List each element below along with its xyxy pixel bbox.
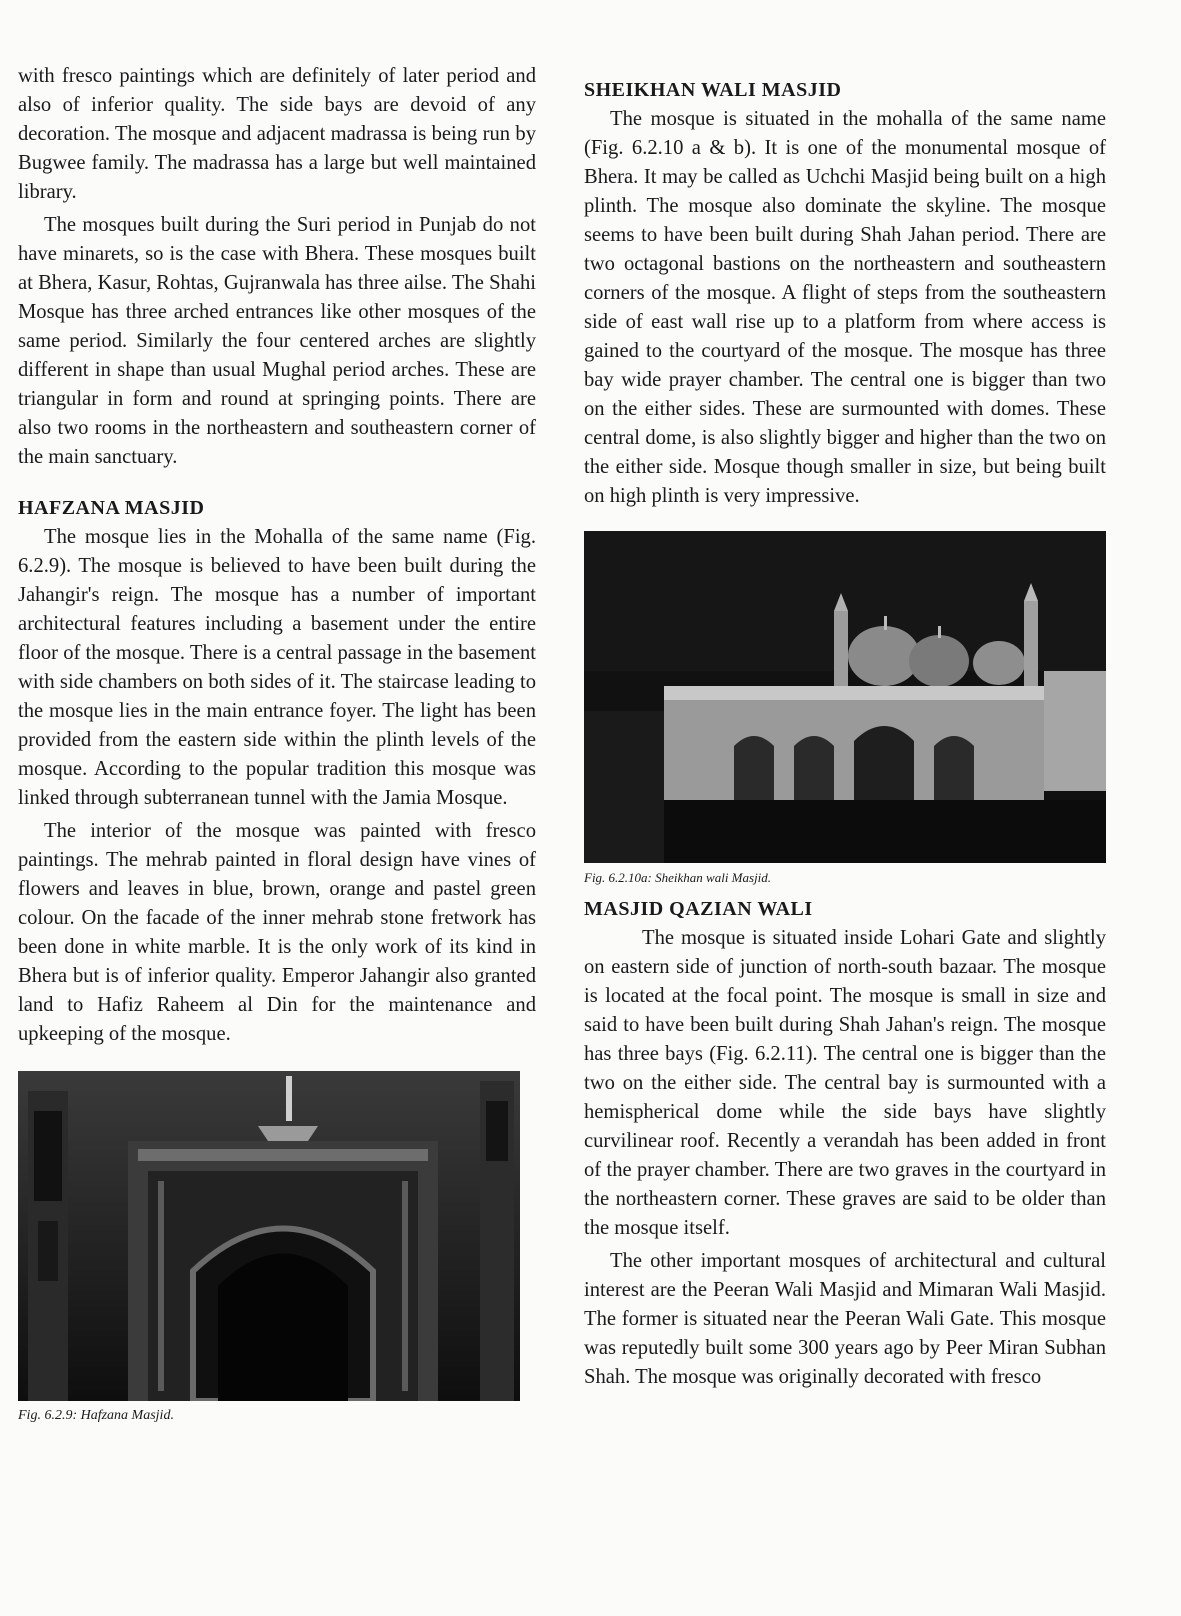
heading-sheikhan-wali-masjid: SHEIKHAN WALI MASJID [584,79,842,101]
heading-hafzana-masjid: HAFZANA MASJID [18,497,205,519]
paragraph-hafzana-interior: The interior of the mosque was painted with fresco paintings. The mehrab painted in floral design have vines of flowers and leaves in blue, brown, orange and pastel green colour. On the facade of the inner mehrab stone fretwork has been done in white marble. It is the only work of its kind in Bhera but is of inferior quality. Emperor Jahangir also granted land to Hafiz Raheem al Din for the maintenance and upkeeping of the mosque. [18,820,536,1045]
paragraph-other-mosques: The other important mosques of architectural and cultural interest are the Peeran Wali Masjid and Mimaran Wali Masjid. The former is situated near the Peeran Wali Gate. This mosque was reputedly built some 300 years ago by Peer Miran Subhan Shah. The mosque was originally decorated with fresco [584,1250,1106,1388]
paragraph-suri-period: The mosques built during the Suri period in Punjab do not have minarets, so is the case with Bhera. These mosques built at Bhera, Kasur, Rohtas, Gujranwala has three ailse. The Shahi Mosque has three arched entrances like other mosques of the same period. Similarly the four centered arches are slightly different in shape than usual Mughal period arches. These are triangular in form and round at springing points. There are also two rooms in the northeastern and southeastern corner of the main sanctuary. [18,214,536,468]
paragraph-fresco-continuation: with fresco paintings which are definitely of later period and also of inferior quality. The side bays are devoid of any decoration. The mosque and adjacent madrassa is being run by Bugwee family. The madrassa has a large but well maintained library. [18,65,536,203]
caption-figure-title: Hafzana Masjid. [80,1408,174,1423]
caption-figure-number: Fig. 6.2.9: [18,1408,78,1423]
caption-figure-title: Sheikhan wali Masjid. [655,870,772,885]
paragraph-sheikhan-description: The mosque is situated in the mohalla of the same name (Fig. 6.2.10 a & b). It is one of the monumental mosque of Bhera. It may be called as Uchchi Masjid being built on a high plinth. The mosque also dominate the skyline. The mosque seems to have been built during Shah Jahan period. There are two octagonal bastions on the northeastern and southeastern corners of the mosque. A flight of steps from the southeastern side of east wall rise up to a platform from where access is gained to the courtyard of the mosque. The mosque has three bay wide prayer chamber. The central one is bigger than two on the either sides. These are surmounted with domes. These central dome, is also slightly bigger and higher than the two on the either side. Mosque though smaller in size, but being built on high plinth is very impressive. [584,108,1106,507]
caption-figure-number: Fig. 6.2.10a: [584,870,652,885]
sheikhan-wali-masjid-image [584,531,1106,863]
hafzana-masjid-image [18,1071,520,1401]
paragraph-qazian-description: The mosque is situated inside Lohari Gate and slightly on eastern side of junction of north-south bazaar. The mosque is located at the focal point. The mosque is small in size and said to have been built during Shah Jahan's reign. The mosque has three bays (Fig. 6.2.11). The central one is bigger than the two on the either side. The central bay is surmounted with a hemispherical dome while the side bays have slightly curvilinear roof. Recently a verandah has been added in front of the prayer chamber. There are two graves in the courtyard in the northeastern corner. These graves are said to be older than the mosque itself. [584,927,1106,1239]
hafzana-masjid-photo [18,1071,520,1401]
sheikhan-wali-masjid-photo [584,531,1106,863]
heading-masjid-qazian-wali: MASJID QAZIAN WALI [584,898,813,920]
caption-fig-6-2-10a [584,869,1106,887]
right-column [584,76,1106,1392]
paragraph-hafzana-description: The mosque lies in the Mohalla of the same name (Fig. 6.2.9). The mosque is believed to have been built during the Jahangir's reign. The mosque has a number of important architectural features including a basement under the entire floor of the mosque. There is a central passage in the basement with side chambers on both sides of it. The staircase leading to the mosque lies in the main entrance foyer. The light has been provided from the eastern side within the plinth levels of the mosque. According to the popular tradition this mosque was linked through subterranean tunnel with the Jamia Mosque. [18,526,536,809]
left-column [18,62,536,1425]
caption-fig-6-2-9 [18,1407,536,1425]
